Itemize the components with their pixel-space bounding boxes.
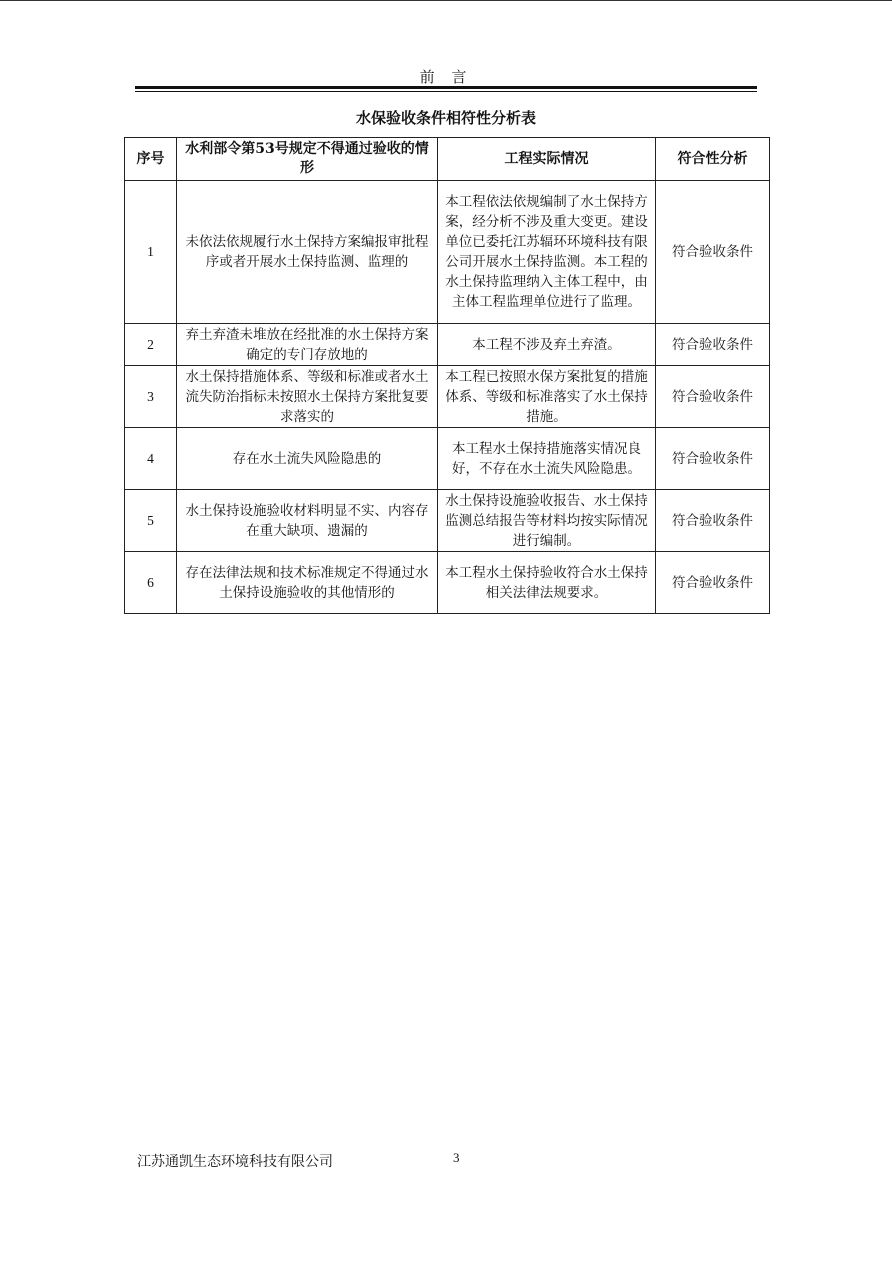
page-top-border bbox=[0, 0, 892, 1]
analysis-cell: 符合验收条件 bbox=[656, 181, 770, 324]
table-row bbox=[125, 490, 770, 552]
table-row bbox=[125, 552, 770, 614]
compliance-table bbox=[124, 137, 770, 614]
row-number: 1 bbox=[125, 181, 177, 324]
analysis-cell: 符合验收条件 bbox=[656, 552, 770, 614]
analysis-cell: 符合验收条件 bbox=[656, 490, 770, 552]
condition-cell: 未依法依规履行水土保持方案编报审批程序或者开展水土保持监测、监理的 bbox=[177, 181, 438, 324]
table-row bbox=[125, 324, 770, 366]
condition-cell: 水土保持措施体系、等级和标准或者水土流失防治指标未按照水土保持方案批复要求落实的 bbox=[177, 366, 438, 428]
footer-page-number: 3 bbox=[453, 1150, 460, 1165]
row-number: 4 bbox=[125, 428, 177, 490]
column-header-no: 序号 bbox=[125, 138, 177, 181]
actual-cell: 本工程依法依规编制了水土保持方案，经分析不涉及重大变更。建设单位已委托江苏辐环环境科技有限公司开展水土保持监测。本工程的水土保持监理纳入主体工程中，由主体工程监理单位进行了监理。 bbox=[438, 181, 656, 324]
column-header-condition: 水利部令第53号规定不得通过验收的情形 bbox=[177, 138, 438, 181]
column-header-actual: 工程实际情况 bbox=[438, 138, 656, 181]
actual-cell: 本工程已按照水保方案批复的措施体系、等级和标准落实了水土保持措施。 bbox=[438, 366, 656, 428]
table-header-row bbox=[125, 138, 770, 181]
condition-cell: 存在法律法规和技术标准规定不得通过水土保持设施验收的其他情形的 bbox=[177, 552, 438, 614]
header-rule-thick bbox=[135, 86, 757, 89]
column-header-analysis: 符合性分析 bbox=[656, 138, 770, 181]
table-row bbox=[125, 366, 770, 428]
analysis-cell: 符合验收条件 bbox=[656, 366, 770, 428]
actual-cell: 本工程水土保持验收符合水土保持相关法律法规要求。 bbox=[438, 552, 656, 614]
row-number: 2 bbox=[125, 324, 177, 366]
actual-cell: 本工程不涉及弃土弃渣。 bbox=[438, 324, 656, 366]
running-header: 前 言 bbox=[419, 68, 473, 86]
table-title: 水保验收条件相符性分析表 bbox=[355, 109, 536, 127]
analysis-cell: 符合验收条件 bbox=[656, 428, 770, 490]
actual-cell: 水土保持设施验收报告、水土保持监测总结报告等材料均按实际情况进行编制。 bbox=[438, 490, 656, 552]
header-rule-thin bbox=[135, 91, 757, 92]
row-number: 3 bbox=[125, 366, 177, 428]
analysis-cell: 符合验收条件 bbox=[656, 324, 770, 366]
footer-company-name: 江苏通凯生态环境科技有限公司 bbox=[137, 1154, 333, 1170]
condition-cell: 水土保持设施验收材料明显不实、内容存在重大缺项、遗漏的 bbox=[177, 490, 438, 552]
row-number: 5 bbox=[125, 490, 177, 552]
actual-cell: 本工程水土保持措施落实情况良好，不存在水土流失风险隐患。 bbox=[438, 428, 656, 490]
table-row bbox=[125, 181, 770, 324]
condition-cell: 弃土弃渣未堆放在经批准的水土保持方案确定的专门存放地的 bbox=[177, 324, 438, 366]
table-row bbox=[125, 428, 770, 490]
row-number: 6 bbox=[125, 552, 177, 614]
condition-cell: 存在水土流失风险隐患的 bbox=[177, 428, 438, 490]
